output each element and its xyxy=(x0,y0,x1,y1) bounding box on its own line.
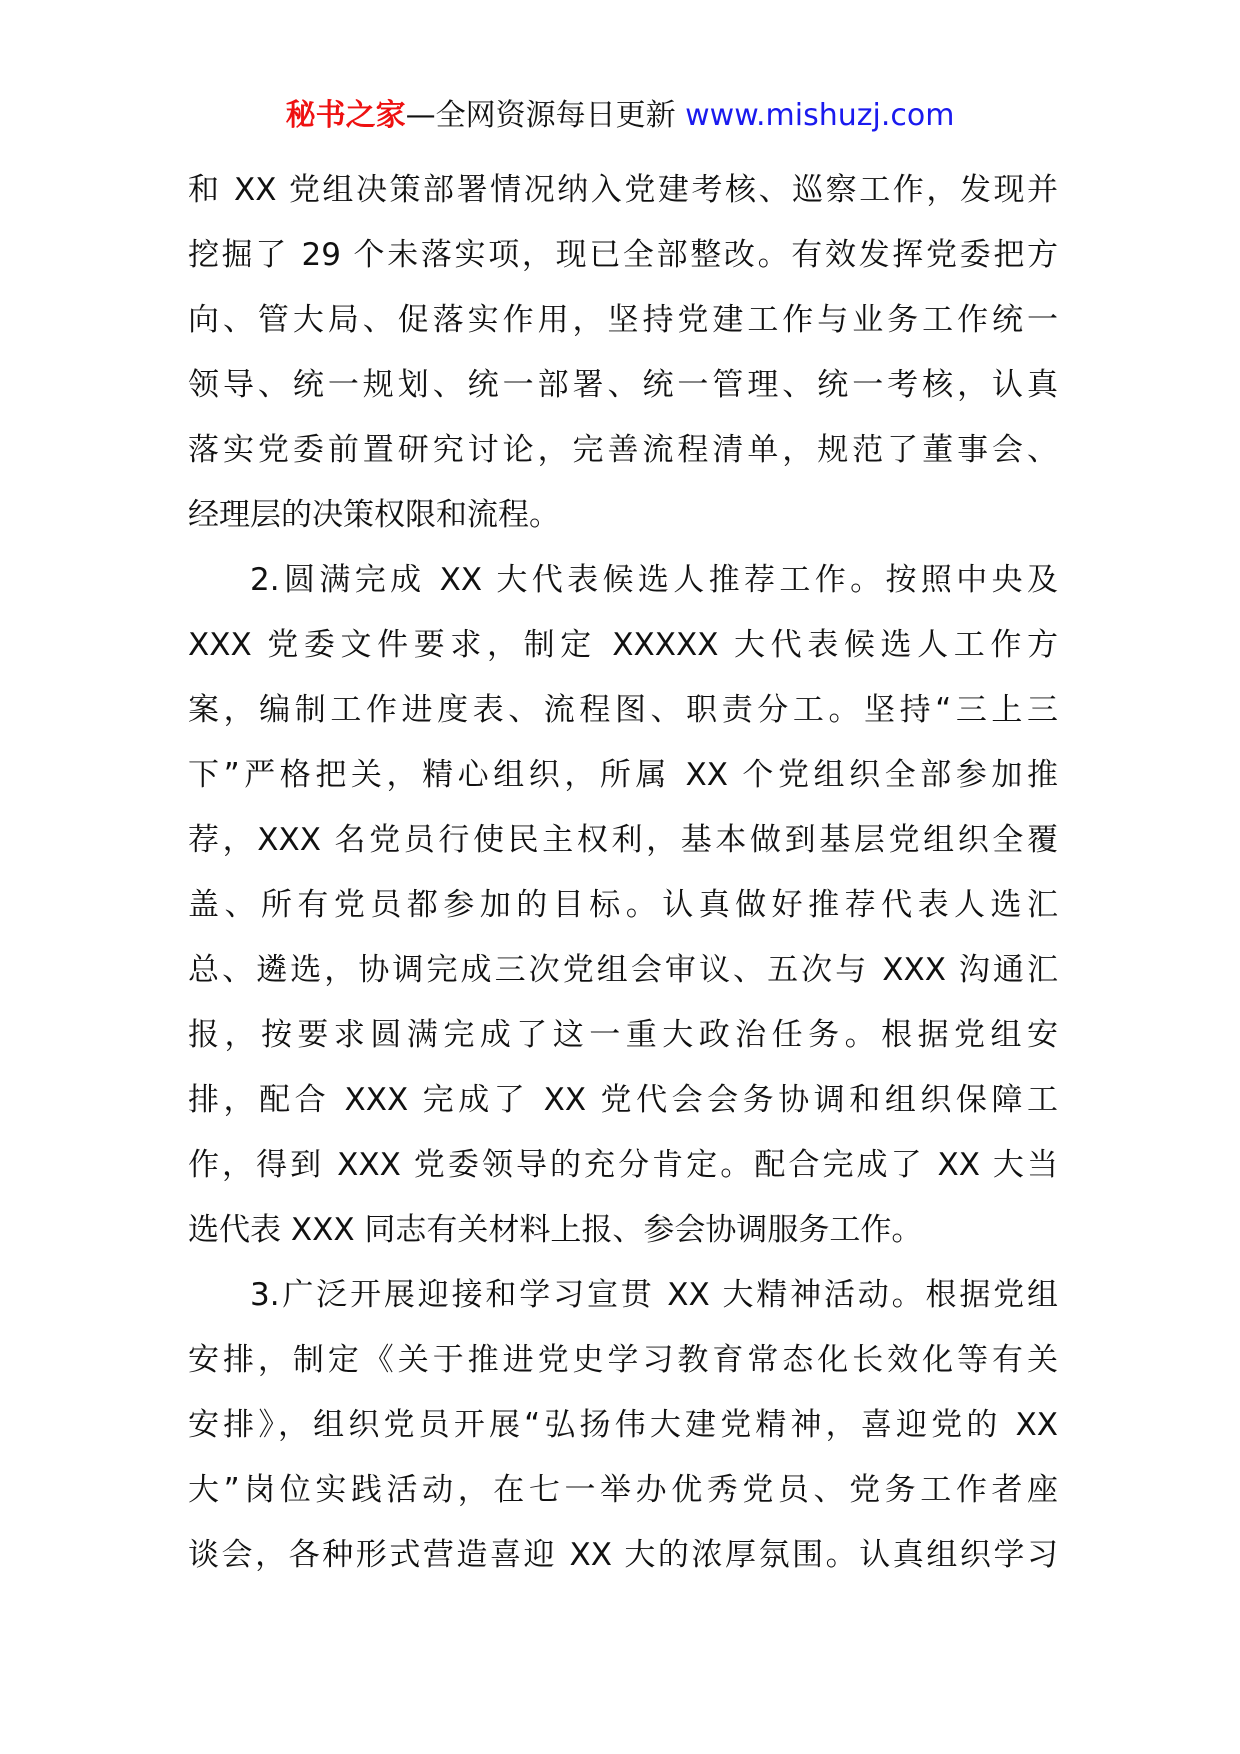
page-header xyxy=(0,96,1240,136)
site-url-link[interactable]: www.mishuzj.com xyxy=(685,98,955,133)
text-line: XXX 党委文件要求，制定 XXXXX 大代表候选人工作方 xyxy=(188,627,1058,663)
text-line: 谈会，各种形式营造喜迎 XX 大的浓厚氛围。认真组织学习 xyxy=(188,1537,1058,1573)
text-line: 盖、所有党员都参加的目标。认真做好推荐代表人选汇 xyxy=(188,887,1058,923)
text-line: 和 XX 党组决策部署情况纳入党建考核、巡察工作，发现并 xyxy=(188,172,1058,208)
text-line: 报，按要求圆满完成了这一重大政治任务。根据党组安 xyxy=(188,1017,1058,1053)
text-line: 作，得到 XXX 党委领导的充分肯定。配合完成了 XX 大当 xyxy=(188,1147,1058,1183)
section-heading-line: 3.广泛开展迎接和学习宣贯 XX 大精神活动。根据党组 xyxy=(250,1277,1058,1313)
brand-name: 秘书之家 xyxy=(285,98,406,133)
text-line: 安排，制定《关于推进党史学习教育常态化长效化等有关 xyxy=(188,1342,1058,1378)
text-line: 排，配合 XXX 完成了 XX 党代会会务协调和组织保障工 xyxy=(188,1082,1058,1118)
document-body xyxy=(188,158,1058,1588)
text-line: 下”严格把关，精心组织，所属 XX 个党组织全部参加推 xyxy=(188,757,1058,793)
text-line: 总、遴选，协调完成三次党组会审议、五次与 XXX 沟通汇 xyxy=(188,952,1058,988)
text-line: 大”岗位实践活动，在七一举办优秀党员、党务工作者座 xyxy=(188,1472,1058,1508)
text-line: 荐，XXX 名党员行使民主权利，基本做到基层党组织全覆 xyxy=(188,822,1058,858)
header-slogan: —全网资源每日更新 xyxy=(405,98,686,133)
text-line: 挖掘了 29 个未落实项，现已全部整改。有效发挥党委把方 xyxy=(188,237,1058,273)
text-line: 经理层的决策权限和流程。 xyxy=(188,497,560,533)
text-line: 选代表 XXX 同志有关材料上报、参会协调服务工作。 xyxy=(188,1212,923,1248)
text-line: 安排》，组织党员开展“弘扬伟大建党精神，喜迎党的 XX xyxy=(188,1407,1058,1443)
text-line: 案，编制工作进度表、流程图、职责分工。坚持“三上三 xyxy=(188,692,1058,728)
text-line: 领导、统一规划、统一部署、统一管理、统一考核，认真 xyxy=(188,367,1058,403)
text-line: 向、管大局、促落实作用，坚持党建工作与业务工作统一 xyxy=(188,302,1058,338)
text-line: 落实党委前置研究讨论，完善流程清单，规范了董事会、 xyxy=(188,432,1058,468)
section-heading-line: 2.圆满完成 XX 大代表候选人推荐工作。按照中央及 xyxy=(250,562,1058,598)
